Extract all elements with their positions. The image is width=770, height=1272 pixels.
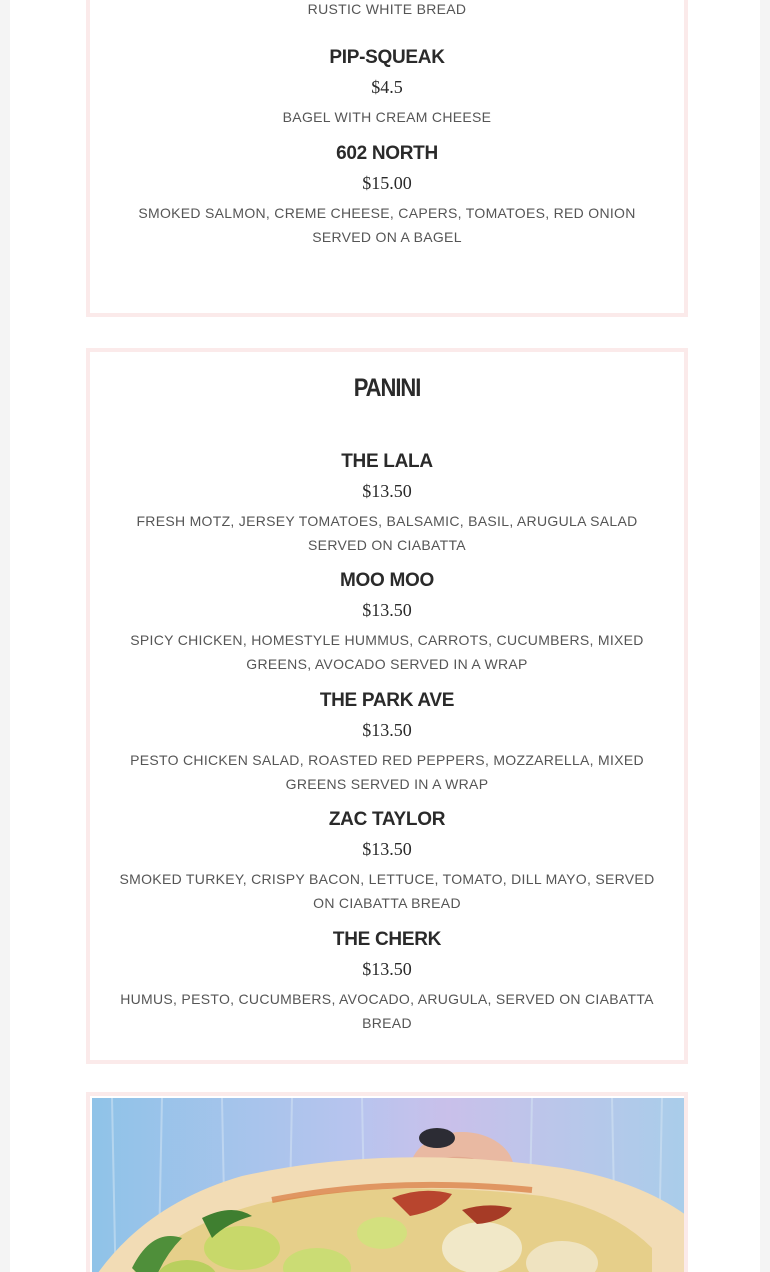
item-price: $13.50 [362,600,412,620]
menu-card-breakfast [86,0,688,317]
menu-item [90,928,684,1035]
item-name: 602 NORTH [336,143,438,164]
item-name: THE PARK AVE [319,690,455,711]
item-description: RUSTIC WHITE BREAD [307,1,467,17]
menu-item [90,142,684,249]
item-name: MOO MOO [340,570,434,591]
wrap-sandwich-photo [92,1098,686,1272]
menu-item [90,569,684,676]
item-name: THE CHERK [332,929,442,950]
item-description: HUMUS, PESTO, CUCUMBERS, AVOCADO, ARUGULA, SERVED ON CIABATTA BREAD [120,991,654,1031]
item-price: $13.50 [362,959,412,979]
item-description: BAGEL WITH CREAM CHEESE [282,109,492,125]
item-description: FRESH MOTZ, JERSEY TOMATOES, BALSAMIC, BASIL, ARUGULA SALAD SERVED ON CIABATTA [136,513,638,553]
menu-item [90,46,684,129]
section-title: PANINI [353,374,421,402]
menu-card-photo [86,1092,688,1272]
menu-item [90,450,684,557]
menu-card-panini [86,348,688,1064]
menu-item [90,689,684,796]
wrap-sandwich-image [92,1098,686,1272]
item-name: ZAC TAYLOR [328,809,446,830]
item-description: SPICY CHICKEN, HOMESTYLE HUMMUS, CARROTS, CUCUMBERS, MIXED GREENS, AVOCADO SERVED IN A WRAP [130,632,644,672]
menu-item [90,808,684,915]
item-description: SMOKED TURKEY, CRISPY BACON, LETTUCE, TOMATO, DILL MAYO, SERVED ON CIABATTA BREAD [119,871,655,911]
item-name: THE LALA [341,451,433,472]
item-price: $13.50 [362,839,412,859]
item-price: $15.00 [362,173,412,193]
item-price: $13.50 [362,720,412,740]
menu-page [10,0,760,1272]
item-description: PESTO CHICKEN SALAD, ROASTED RED PEPPERS, MOZZARELLA, MIXED GREENS SERVED IN A WRAP [130,752,644,792]
item-price: $13.50 [362,481,412,501]
item-name: PIP-SQUEAK [329,47,445,68]
item-description: SMOKED SALMON, CREME CHEESE, CAPERS, TOMATOES, RED ONION SERVED ON A BAGEL [138,205,636,245]
item-price: $4.5 [371,77,403,97]
